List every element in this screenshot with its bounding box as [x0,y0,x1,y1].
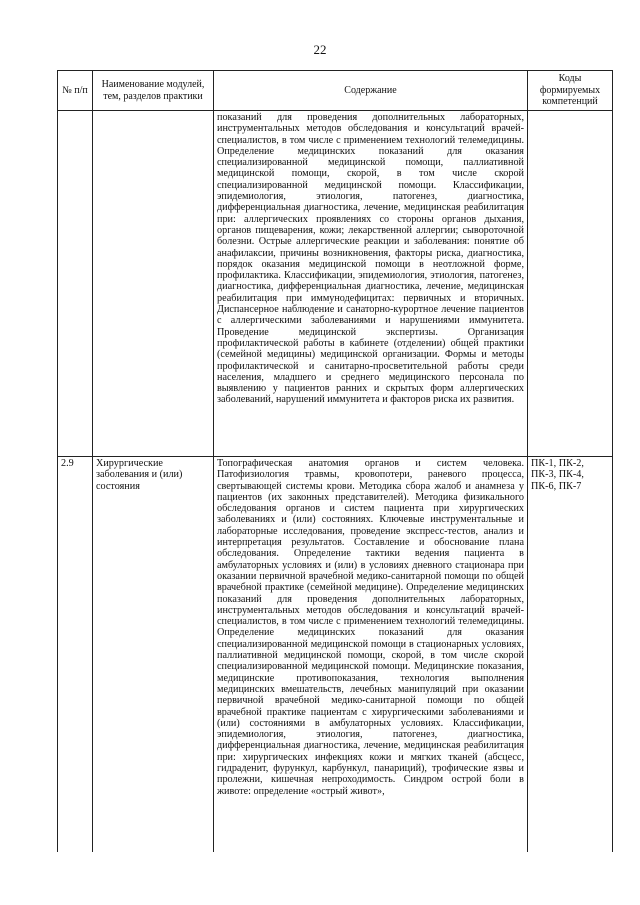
table-row [58,457,613,853]
row-codes [528,111,613,457]
header-num: № п/п [58,71,93,111]
row-codes: ПК-1, ПК-2, ПК-3, ПК-4, ПК-6, ПК-7 [528,457,613,853]
row-name: Хирургические заболевания и (или) состояния [93,457,214,853]
table-row [58,111,613,457]
page-number: 22 [313,42,327,57]
row-content: показаний для проведения дополнительных лабораторных, инструментальных методов обследования и консультаций врачей-специалистов, в том числе с применением технологий телемедицины. Определение медицинских показаний для оказания специализированной медицинской помощи, паллиативной медицинской помощи, скорой, в том числе скорой специализированной медицинской помощи. Классификации, эпидемиология, этиология, патогенез, диагностика, дифференциальная диагностика, лечение, медицинская реабилитация при: аллергических проявлениях со стороны органов дыхания, органов пищеварения, кожи; лекарственной аллергии; сывороточной болезни. Острые аллергические реакции и заболевания: понятие об анафилаксии, причины возникновения, факторы риска, диагностика, порядок оказания медицинской помощи в неотложной форме, профилактика. Классификации, эпидемиология, этиология, патогенез, диагностика, дифференциальная диагностика, лечение, медицинская реабилитация при иммунодефицитах: первичных и вторичных. Диспансерное наблюдение и санаторно-курортное лечение пациентов с аллергическими заболеваниями и нарушениями иммунитета. Проведение медицинской экспертизы. Организация профилактической работы в кабинете (отделении) общей практики (семейной медицины) медицинской организации. Формы и методы профилактической и санитарно-просветительной работы среди населения, младшего и среднего медицинского персонала по выявлению у пациентов ранних и скрытых форм аллергических заболеваний, нарушений иммунитета и факторов риска их развития. [214,111,528,457]
row-content: Топографическая анатомия органов и систем человека. Патофизиология травмы, кровопотери, раневого процесса, свертывающей системы крови. Методика сбора жалоб и анамнеза у пациентов (их законных представителей). Методика физикального обследования органов и систем пациента при хирургических заболеваниях и (или) состояниях. Ключевые инструментальные и лабораторные исследования, проведение экспресс-тестов, анализ и интерпретация результатов. Составление и обоснование плана обследования. Определение тактики ведения пациента в амбулаторных условиях и (или) в условиях дневного стационара при оказании первичной врачебной медико-санитарной помощи по общей врачебной практике (семейной медицине). Определение медицинских показаний для проведения дополнительных лабораторных, инструментальных методов обследования и консультаций врачей-специалистов, в том числе с применением технологий телемедицины. Определение медицинских показаний для оказания специализированной медицинской помощи в стационарных условиях, паллиативной медицинской помощи, скорой, в том числе скорой специализированной медицинской помощи. Медицинские показания, медицинские противопоказания, технология выполнения медицинских вмешательств, лечебных манипуляций при оказании первичной врачебной медико-санитарной помощи по общей врачебной практике пациентам с хирургическими заболеваниями и (или) состояниями в амбулаторных условиях. Классификации, эпидемиология, этиология, патогенез, диагностика, дифференциальная диагностика, лечение, медицинская реабилитация при: хирургических инфекциях кожи и мягких тканей (абсцесс, гидраденит, фурункул, карбункул, панариций), трофические язвы и пролежни, кишечная непроходимость. Синдром острой боли в животе: определение «острый живот», [214,457,528,853]
curriculum-table [57,70,613,852]
row-num: 2.9 [58,457,93,853]
row-name [93,111,214,457]
row-num [58,111,93,457]
header-content: Содержание [214,71,528,111]
header-codes: Коды формируемых компетенций [528,71,613,111]
header-name: Наименование модулей, тем, разделов практики [93,71,214,111]
table-header-row [58,71,613,111]
